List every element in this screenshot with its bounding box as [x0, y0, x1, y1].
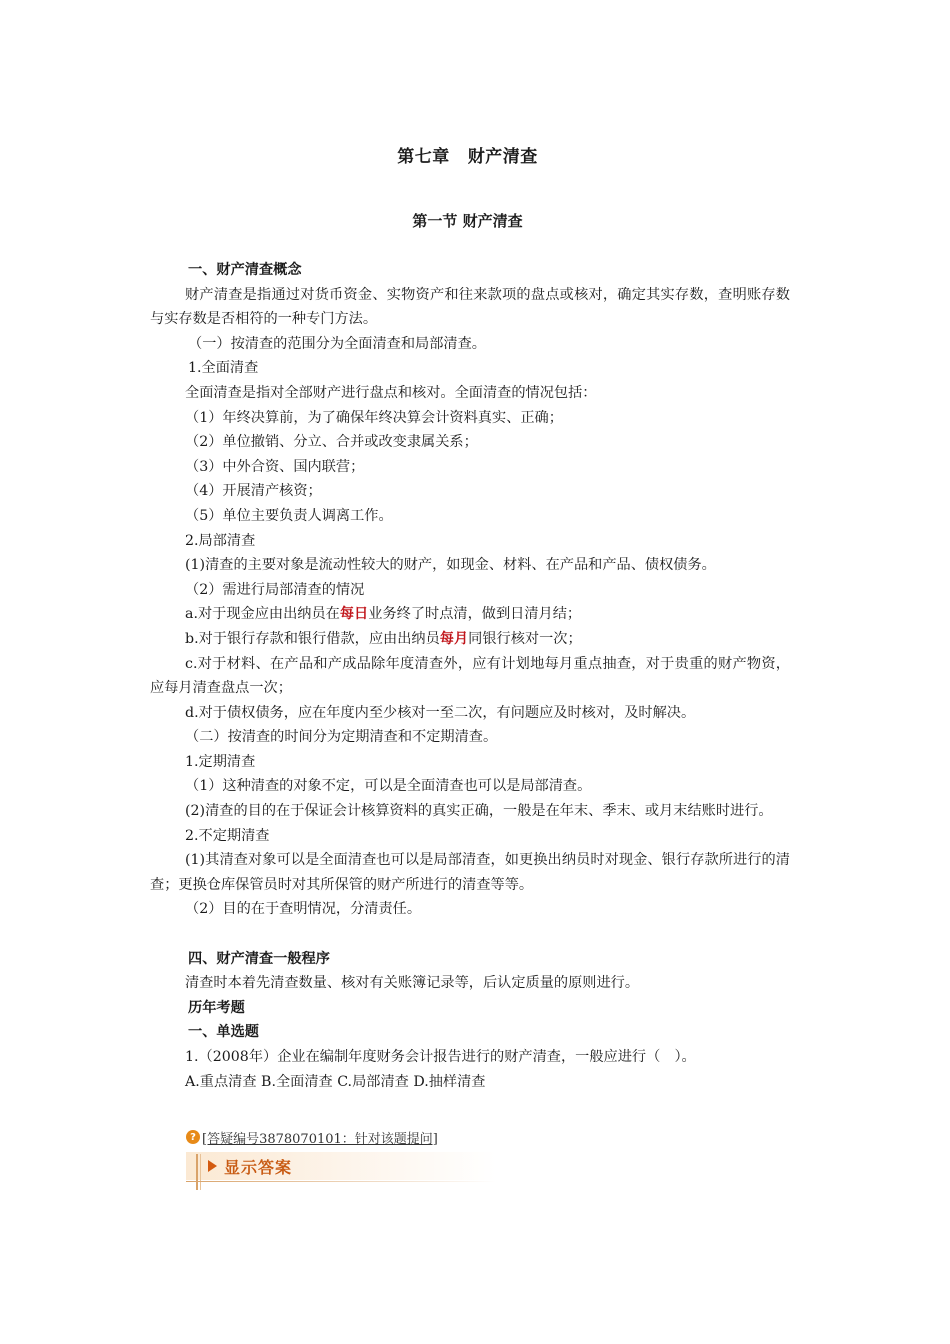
heading-procedure: 四、财产清查一般程序 [188, 950, 330, 967]
question-text: 1.（2008年）企业在编制年度财务会计报告进行的财产清查，一般应进行（ ）。 [185, 1049, 696, 1065]
list-item: b.对于银行存款和银行借款，应由出纳员每月同银行核对一次； [185, 630, 582, 647]
paragraph: （一）按清查的范围分为全面清查和局部清查。 [188, 335, 486, 352]
subheading: 1.定期清查 [185, 753, 256, 770]
highlight-text: 每日 [339, 606, 369, 623]
arrow-right-icon [208, 1160, 217, 1172]
show-answer-label: 显示答案 [224, 1158, 293, 1177]
question-link[interactable]: [答疑编号3878070101：针对该题提问] [202, 1131, 438, 1147]
paragraph: 全面清查是指对全部财产进行盘点和核对。全面清查的情况包括： [185, 384, 597, 401]
question-options: A.重点清查 B.全面清查 C.局部清查 D.抽样清查 [185, 1073, 486, 1090]
chapter-title: 第七章 财产清查 [397, 147, 538, 167]
question-link-row [186, 1127, 438, 1147]
list-item: c.对于材料、在产品和产成品除年度清查外，应有计划地每月重点抽查，对于贵重的财产物资，应每月清查盘点一次； [150, 655, 790, 697]
list-item: （1）年终决算前，为了确保年终决算会计资料真实、正确； [185, 409, 563, 426]
paragraph: （2）需进行局部清查的情况 [185, 581, 365, 598]
list-item: （2）目的在于查明情况，分清责任。 [185, 901, 422, 918]
list-item: （1）这种清查的对象不定，可以是全面清查也可以是局部清查。 [185, 778, 592, 795]
list-item: a.对于现金应由出纳员在每日业务终了时点清，做到日清月结； [185, 606, 582, 623]
list-item: (1)其清查对象可以是全面清查也可以是局部清查，如更换出纳员时对现金、银行存款所进行的清查；更换仓库保管员时对其所保管的财产所进行的清查等等。 [150, 852, 790, 893]
list-item: (2)清查的目的在于保证会计核算资料的真实正确，一般是在年末、季末、或月末结账时进行。 [185, 803, 773, 820]
list-item: （3）中外合资、国内联营； [185, 458, 365, 475]
section-title: 第一节 财产清查 [412, 212, 523, 230]
subheading: 2.局部清查 [185, 532, 256, 549]
show-answer-button[interactable] [186, 1152, 496, 1190]
heading-single-choice: 一、单选题 [188, 1024, 259, 1041]
question-mark-icon: ? [186, 1130, 200, 1144]
list-item: （2）单位撤销、分立、合并或改变隶属关系； [185, 434, 478, 451]
highlight-text: 每月 [439, 630, 469, 647]
heading-concept: 一、财产清查概念 [188, 262, 302, 278]
heading-past-exams: 历年考题 [188, 999, 245, 1016]
document-body [150, 258, 790, 1094]
subheading: 2.不定期清查 [185, 827, 270, 844]
paragraph: 清查时本着先清查数量、核对有关账簿记录等，后认定质量的原则进行。 [185, 975, 640, 992]
list-item: （5）单位主要负责人调离工作。 [185, 507, 393, 524]
list-item: （4）开展清产核资； [185, 483, 322, 500]
list-item: d.对于债权债务，应在年度内至少核对一至二次，有问题应及时核对，及时解决。 [185, 704, 696, 721]
paragraph: （二）按清查的时间分为定期清查和不定期清查。 [185, 729, 498, 746]
paragraph: (1)清查的主要对象是流动性较大的财产，如现金、材料、在产品和产品、债权债务。 [185, 557, 716, 574]
paragraph-definition: 财产清查是指通过对货币资金、实物资产和往来款项的盘点或核对，确定其实存数，查明账存数与实存数是否相符的一种专门方法。 [150, 286, 790, 328]
subheading: 1.全面清查 [188, 360, 259, 377]
